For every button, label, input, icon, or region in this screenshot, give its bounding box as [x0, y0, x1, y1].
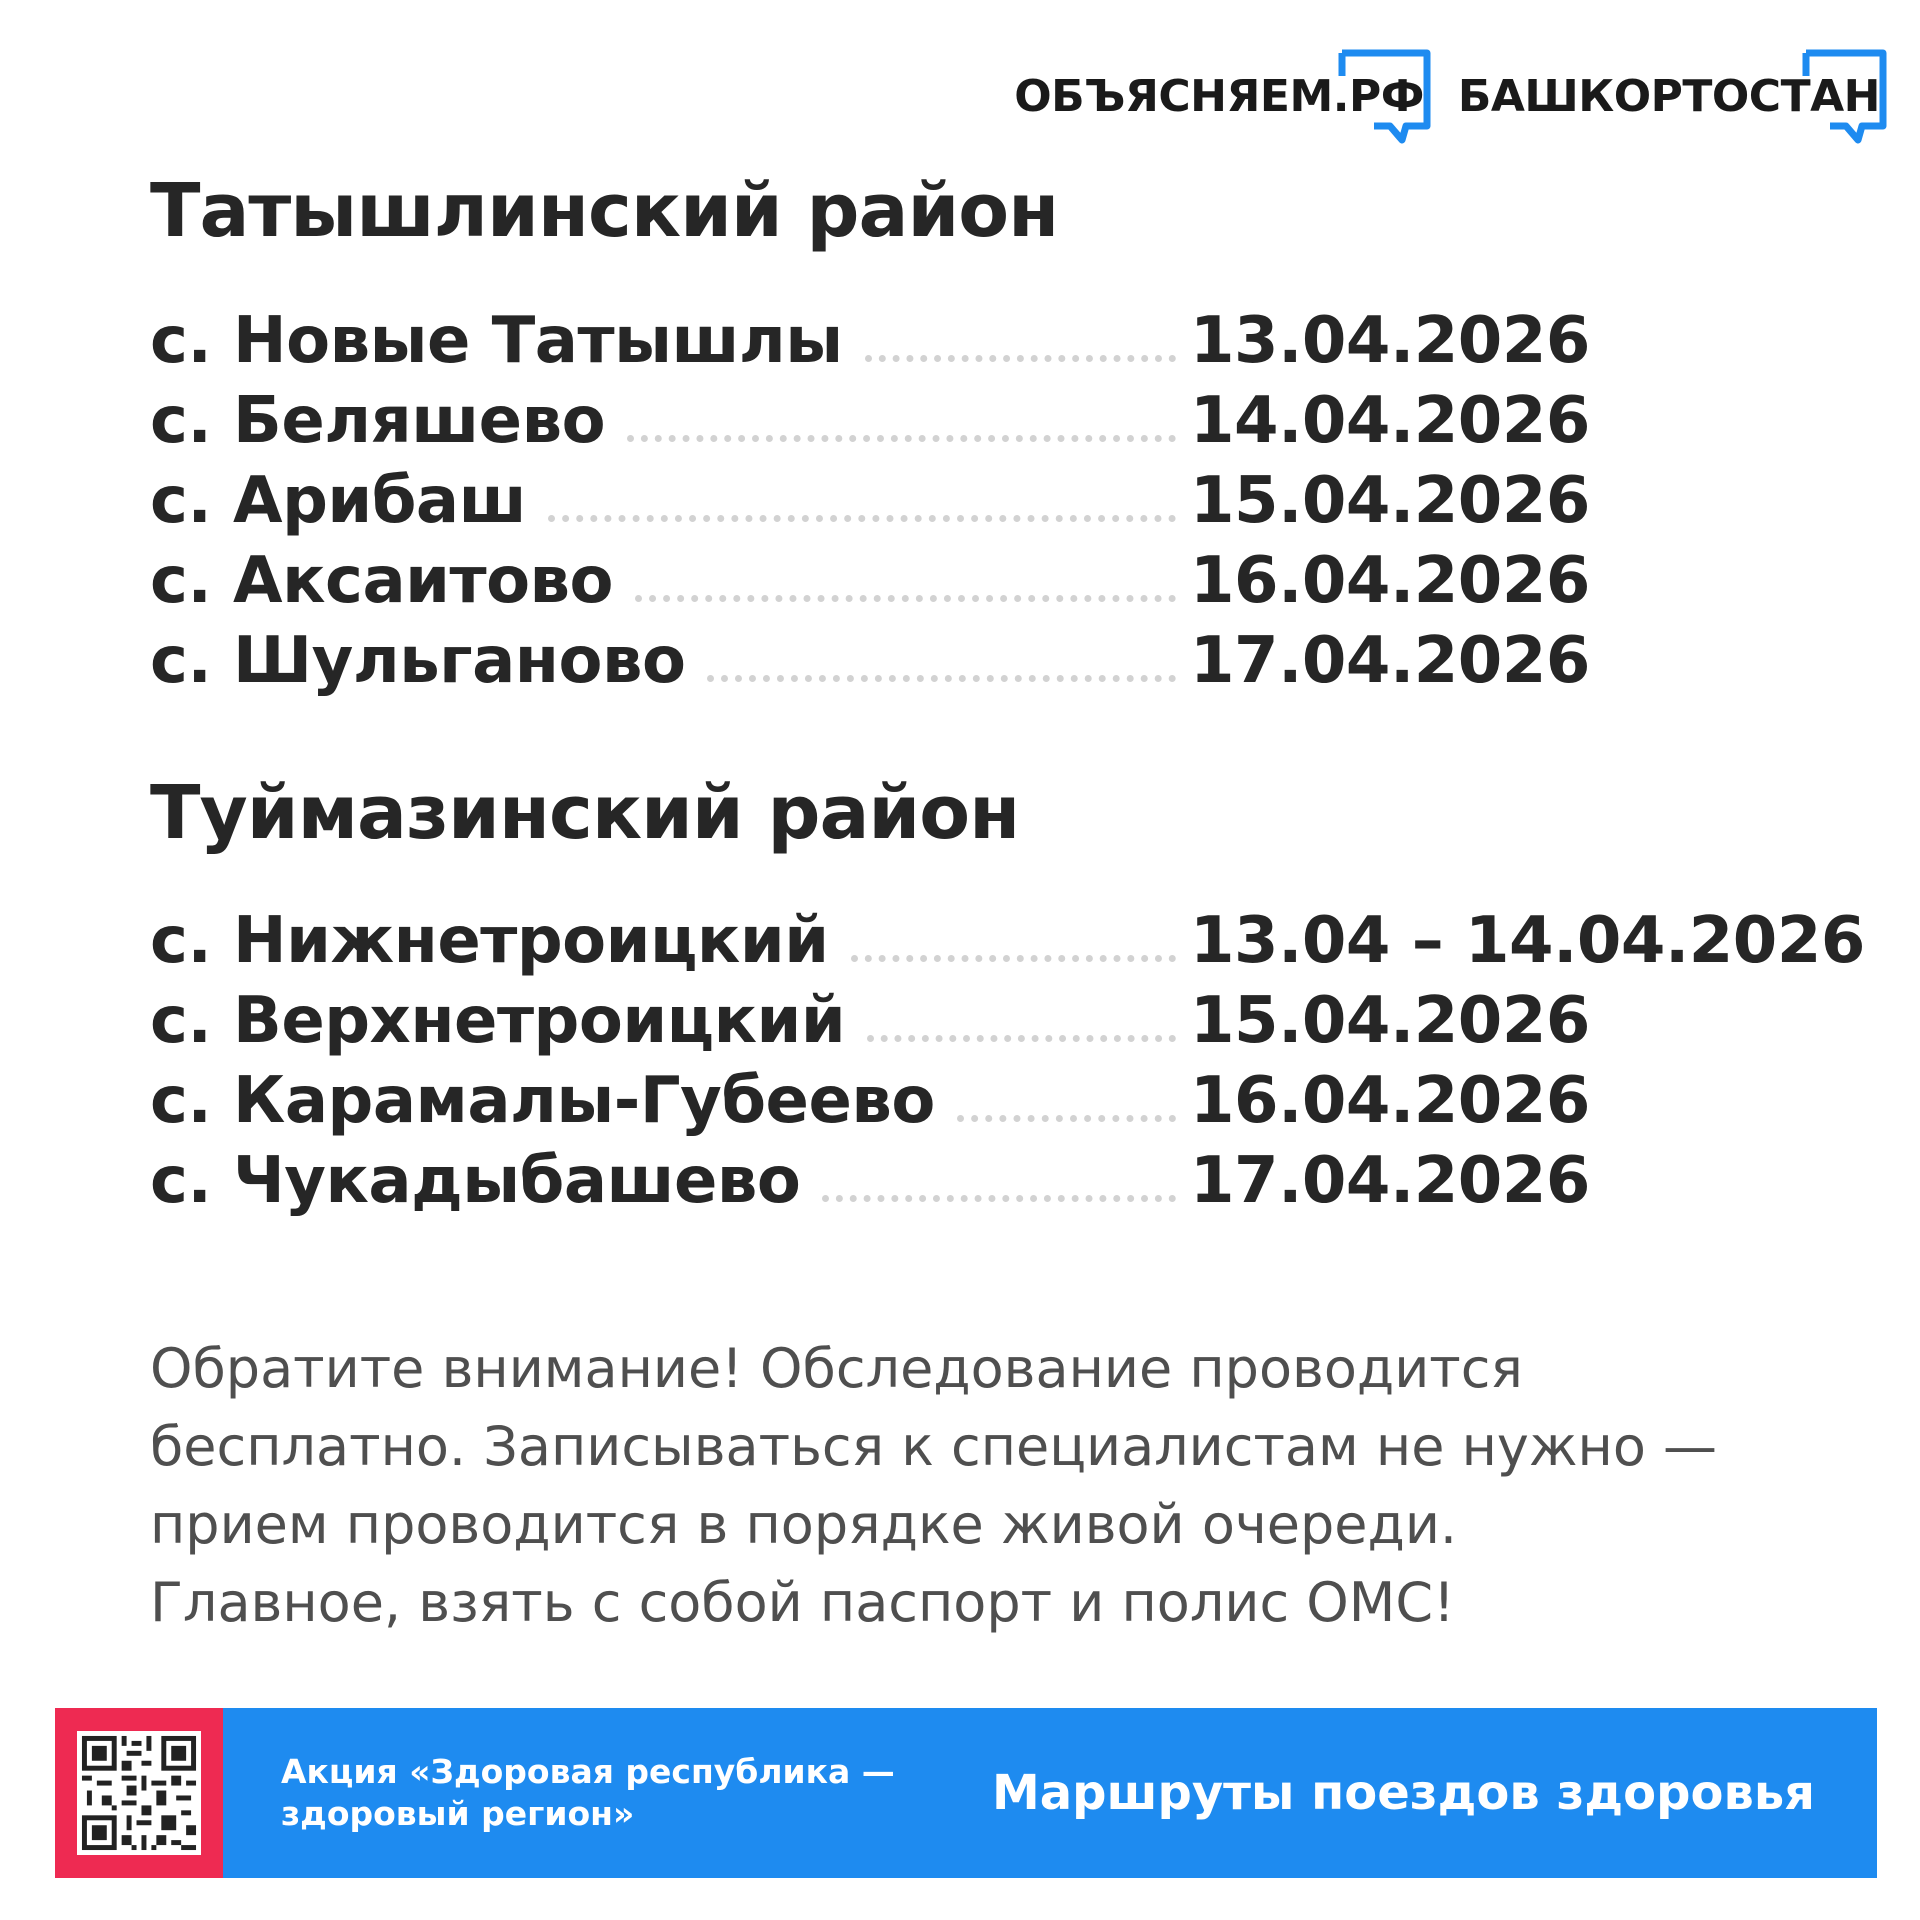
dot-leader [822, 1195, 1176, 1202]
schedule-row [150, 898, 1865, 978]
note-line: Обратите внимание! Обследование проводится [150, 1337, 1523, 1400]
brand-bashkortostan-logo [1458, 48, 1880, 144]
section-title-tatyshly: Татышлинский район [150, 168, 1059, 254]
campaign-line: здоровый регион» [281, 1794, 635, 1833]
visit-date: 17.04.2026 [1190, 624, 1590, 698]
campaign-name [281, 1751, 901, 1835]
brand-objasnyaem-logo [1014, 48, 1424, 144]
note-line: Главное, взять с собой паспорт и полис ОМС! [150, 1571, 1455, 1634]
schedule-row [150, 618, 1590, 698]
section-title-tuymazy: Туймазинский район [150, 770, 1020, 856]
village-name: с. Беляшево [150, 384, 606, 458]
schedule-row [150, 458, 1590, 538]
note-line: прием проводится в порядке живой очереди. [150, 1493, 1458, 1556]
dot-leader [548, 515, 1176, 522]
schedule-list-tatyshly [150, 298, 1590, 698]
schedule-row [150, 378, 1590, 458]
dot-leader [707, 675, 1176, 682]
info-note [150, 1330, 1750, 1642]
visit-date: 16.04.2026 [1190, 1064, 1590, 1138]
village-name: с. Шульганово [150, 624, 686, 698]
dot-leader [867, 1035, 1176, 1042]
campaign-line: Акция «Здоровая республика — [281, 1752, 895, 1791]
visit-date: 15.04.2026 [1190, 984, 1590, 1058]
village-name: с. Арибаш [150, 464, 527, 538]
qr-code-icon[interactable] [77, 1731, 201, 1855]
dot-leader [851, 955, 1176, 962]
schedule-row [150, 1058, 1590, 1138]
schedule-row [150, 538, 1590, 618]
dot-leader [957, 1115, 1176, 1122]
visit-date: 17.04.2026 [1190, 1144, 1590, 1218]
brand-left-text: ОБЪЯСНЯЕМ.РФ [1014, 70, 1424, 122]
schedule-list-tuymazy [150, 898, 1865, 1218]
routes-title: Маршруты поездов здоровья [991, 1765, 1815, 1821]
visit-date: 16.04.2026 [1190, 544, 1590, 618]
schedule-row [150, 1138, 1590, 1218]
village-name: с. Новые Татышлы [150, 304, 843, 378]
note-line: бесплатно. Записываться к специалистам не нужно — [150, 1415, 1718, 1478]
village-name: с. Нижнетроицкий [150, 904, 829, 978]
schedule-row [150, 298, 1590, 378]
village-name: с. Верхнетроицкий [150, 984, 846, 1058]
village-name: с. Аксаитово [150, 544, 613, 618]
village-name: с. Карамалы-Губеево [150, 1064, 935, 1138]
brand-row [1014, 48, 1880, 144]
dot-leader [635, 595, 1176, 602]
visit-date: 13.04 – 14.04.2026 [1190, 904, 1865, 978]
village-name: с. Чукадыбашево [150, 1144, 801, 1218]
visit-date: 15.04.2026 [1190, 464, 1590, 538]
footer-banner [55, 1708, 1877, 1878]
dot-leader [627, 435, 1176, 442]
visit-date: 13.04.2026 [1190, 304, 1590, 378]
schedule-row [150, 978, 1590, 1058]
qr-code-panel [55, 1708, 223, 1878]
dot-leader [865, 355, 1176, 362]
brand-right-text: БАШКОРТОСТАН [1457, 70, 1880, 122]
visit-date: 14.04.2026 [1190, 384, 1590, 458]
